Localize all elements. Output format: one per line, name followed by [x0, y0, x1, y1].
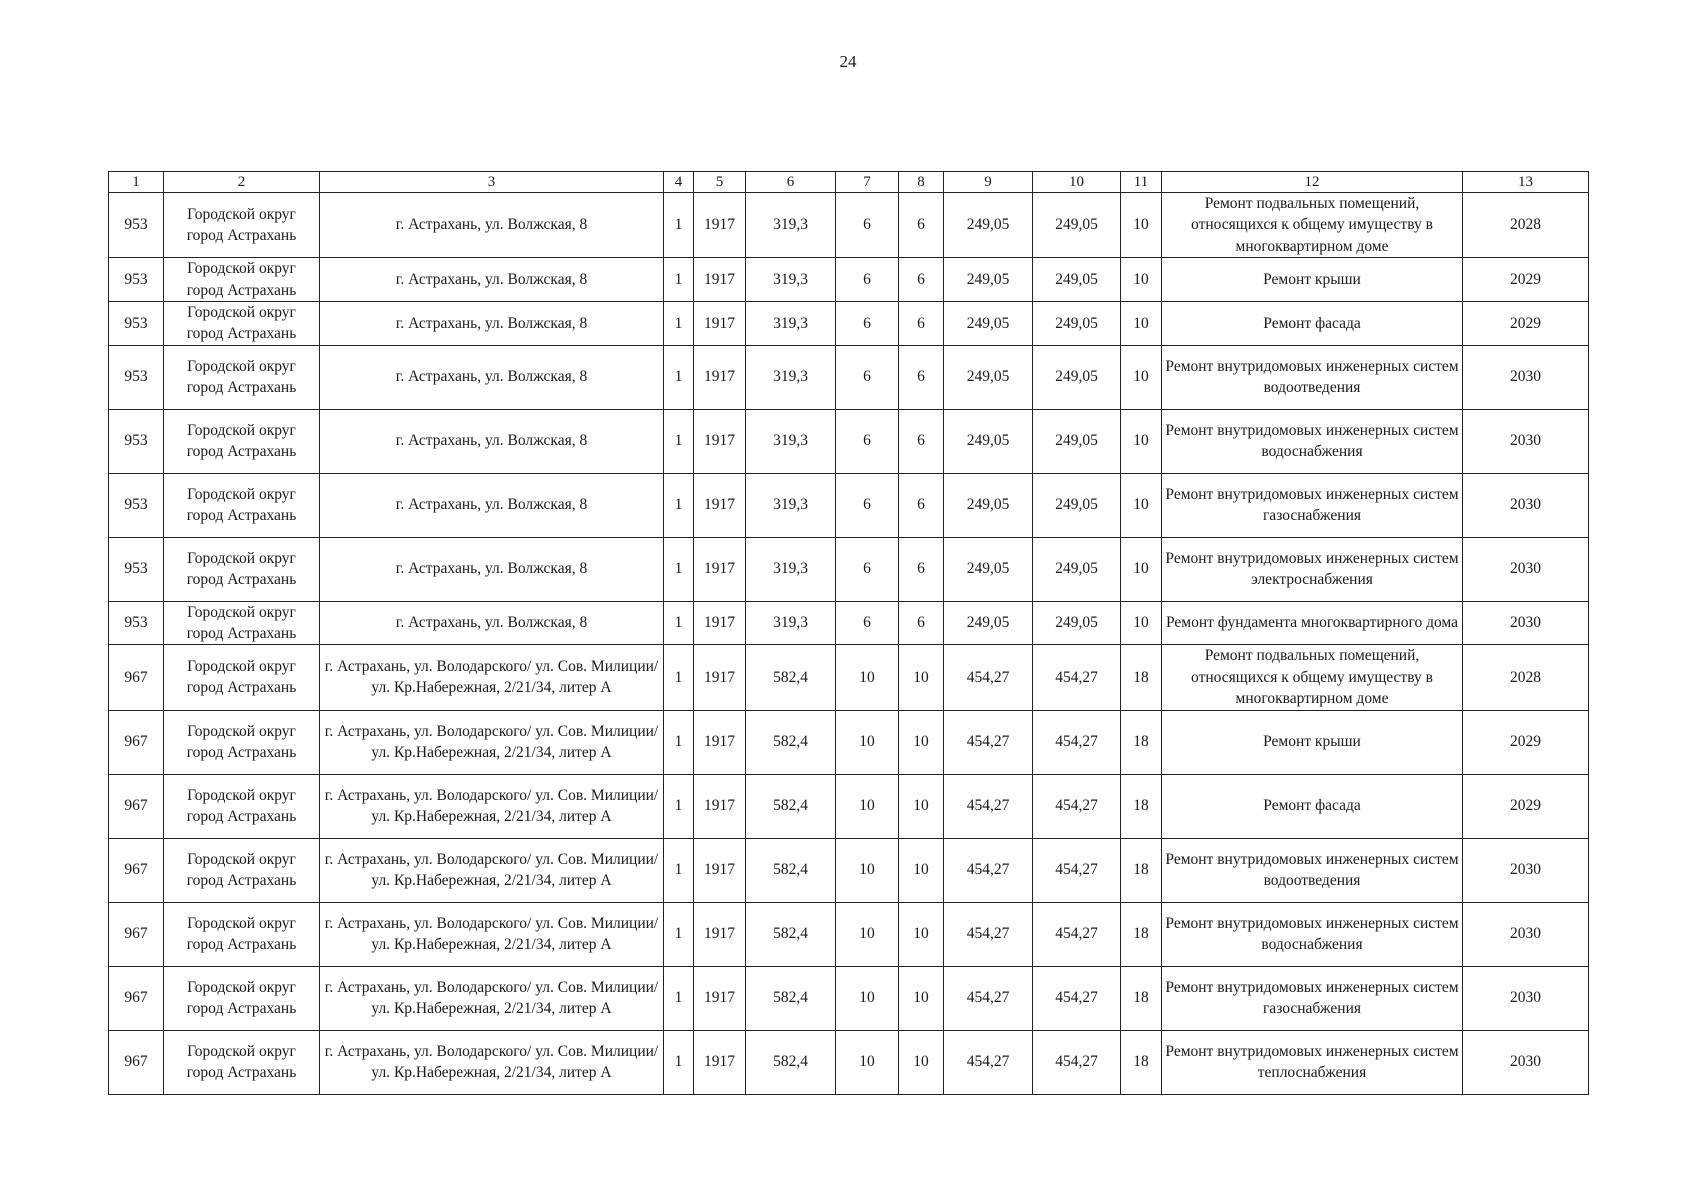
year-built-cell: 1917	[694, 710, 746, 774]
column-4-cell: 1	[664, 710, 694, 774]
row-number-cell: 953	[109, 193, 164, 258]
row-number-cell: 967	[109, 710, 164, 774]
column-10-cell: 249,05	[1033, 601, 1121, 645]
column-11-cell: 10	[1121, 193, 1162, 258]
municipality-cell: Городской округ город Астрахань	[164, 902, 320, 966]
column-header: 1	[109, 172, 164, 193]
year-built-cell: 1917	[694, 258, 746, 302]
total-area-cell: 319,3	[746, 601, 836, 645]
column-11-cell: 10	[1121, 345, 1162, 409]
planned-year-cell: 2029	[1463, 301, 1589, 345]
planned-year-cell: 2030	[1463, 345, 1589, 409]
column-9-cell: 454,27	[944, 710, 1033, 774]
total-area-cell: 319,3	[746, 473, 836, 537]
total-area-cell: 582,4	[746, 1030, 836, 1094]
column-4-cell: 1	[664, 345, 694, 409]
municipality-cell: Городской округ город Астрахань	[164, 774, 320, 838]
column-9-cell: 249,05	[944, 258, 1033, 302]
municipality-cell: Городской округ город Астрахань	[164, 838, 320, 902]
address-cell: г. Астрахань, ул. Волжская, 8	[320, 409, 664, 473]
column-8-cell: 6	[899, 193, 944, 258]
row-number-cell: 967	[109, 902, 164, 966]
municipality-cell: Городской округ город Астрахань	[164, 258, 320, 302]
column-8-cell: 10	[899, 710, 944, 774]
column-8-cell: 10	[899, 1030, 944, 1094]
row-number-cell: 967	[109, 645, 164, 710]
address-cell: г. Астрахань, ул. Володарского/ ул. Сов. Милиции/ ул. Кр.Набережная, 2/21/34, литер А	[320, 710, 664, 774]
column-11-cell: 10	[1121, 258, 1162, 302]
column-9-cell: 249,05	[944, 193, 1033, 258]
year-built-cell: 1917	[694, 301, 746, 345]
work-type-cell: Ремонт подвальных помещений, относящихся к общему имуществу в многоквартирном доме	[1162, 645, 1463, 710]
planned-year-cell: 2030	[1463, 902, 1589, 966]
table-row	[109, 710, 1589, 774]
column-8-cell: 10	[899, 966, 944, 1030]
address-cell: г. Астрахань, ул. Володарского/ ул. Сов. Милиции/ ул. Кр.Набережная, 2/21/34, литер А	[320, 838, 664, 902]
column-9-cell: 454,27	[944, 838, 1033, 902]
column-10-cell: 249,05	[1033, 301, 1121, 345]
address-cell: г. Астрахань, ул. Волжская, 8	[320, 301, 664, 345]
column-11-cell: 10	[1121, 409, 1162, 473]
planned-year-cell: 2030	[1463, 838, 1589, 902]
column-7-cell: 10	[836, 838, 899, 902]
column-9-cell: 454,27	[944, 645, 1033, 710]
address-cell: г. Астрахань, ул. Волжская, 8	[320, 258, 664, 302]
column-11-cell: 10	[1121, 537, 1162, 601]
total-area-cell: 319,3	[746, 537, 836, 601]
column-4-cell: 1	[664, 774, 694, 838]
year-built-cell: 1917	[694, 473, 746, 537]
municipality-cell: Городской округ город Астрахань	[164, 537, 320, 601]
column-header: 12	[1162, 172, 1463, 193]
table-row	[109, 966, 1589, 1030]
column-4-cell: 1	[664, 409, 694, 473]
column-9-cell: 454,27	[944, 902, 1033, 966]
column-10-cell: 249,05	[1033, 409, 1121, 473]
column-7-cell: 10	[836, 902, 899, 966]
row-number-cell: 953	[109, 601, 164, 645]
address-cell: г. Астрахань, ул. Володарского/ ул. Сов. Милиции/ ул. Кр.Набережная, 2/21/34, литер А	[320, 645, 664, 710]
column-7-cell: 10	[836, 1030, 899, 1094]
column-number-row	[109, 172, 1589, 193]
column-8-cell: 6	[899, 301, 944, 345]
column-header: 9	[944, 172, 1033, 193]
column-4-cell: 1	[664, 1030, 694, 1094]
column-10-cell: 454,27	[1033, 774, 1121, 838]
municipality-cell: Городской округ город Астрахань	[164, 409, 320, 473]
work-type-cell: Ремонт внутридомовых инженерных систем теплоснабжения	[1162, 1030, 1463, 1094]
table-row	[109, 1030, 1589, 1094]
column-11-cell: 18	[1121, 1030, 1162, 1094]
municipality-cell: Городской округ город Астрахань	[164, 193, 320, 258]
column-10-cell: 454,27	[1033, 710, 1121, 774]
planned-year-cell: 2030	[1463, 473, 1589, 537]
planned-year-cell: 2030	[1463, 966, 1589, 1030]
year-built-cell: 1917	[694, 1030, 746, 1094]
column-4-cell: 1	[664, 601, 694, 645]
column-header: 6	[746, 172, 836, 193]
year-built-cell: 1917	[694, 774, 746, 838]
table-row	[109, 301, 1589, 345]
column-header: 13	[1463, 172, 1589, 193]
address-cell: г. Астрахань, ул. Володарского/ ул. Сов. Милиции/ ул. Кр.Набережная, 2/21/34, литер А	[320, 774, 664, 838]
column-header: 4	[664, 172, 694, 193]
column-7-cell: 6	[836, 601, 899, 645]
column-9-cell: 454,27	[944, 966, 1033, 1030]
municipality-cell: Городской округ город Астрахань	[164, 966, 320, 1030]
capital-repair-table	[108, 171, 1589, 1095]
column-11-cell: 18	[1121, 645, 1162, 710]
municipality-cell: Городской округ город Астрахань	[164, 1030, 320, 1094]
municipality-cell: Городской округ город Астрахань	[164, 601, 320, 645]
table-row	[109, 409, 1589, 473]
address-cell: г. Астрахань, ул. Володарского/ ул. Сов. Милиции/ ул. Кр.Набережная, 2/21/34, литер А	[320, 902, 664, 966]
total-area-cell: 319,3	[746, 193, 836, 258]
row-number-cell: 967	[109, 838, 164, 902]
year-built-cell: 1917	[694, 601, 746, 645]
year-built-cell: 1917	[694, 537, 746, 601]
column-header: 5	[694, 172, 746, 193]
column-7-cell: 6	[836, 258, 899, 302]
address-cell: г. Астрахань, ул. Волжская, 8	[320, 537, 664, 601]
column-8-cell: 10	[899, 774, 944, 838]
column-9-cell: 249,05	[944, 473, 1033, 537]
year-built-cell: 1917	[694, 838, 746, 902]
column-7-cell: 10	[836, 645, 899, 710]
row-number-cell: 967	[109, 966, 164, 1030]
work-type-cell: Ремонт подвальных помещений, относящихся к общему имуществу в многоквартирном доме	[1162, 193, 1463, 258]
column-4-cell: 1	[664, 902, 694, 966]
work-type-cell: Ремонт внутридомовых инженерных систем электроснабжения	[1162, 537, 1463, 601]
column-10-cell: 249,05	[1033, 193, 1121, 258]
column-11-cell: 10	[1121, 473, 1162, 537]
table-row	[109, 193, 1589, 258]
column-10-cell: 454,27	[1033, 838, 1121, 902]
work-type-cell: Ремонт крыши	[1162, 258, 1463, 302]
work-type-cell: Ремонт крыши	[1162, 710, 1463, 774]
row-number-cell: 953	[109, 345, 164, 409]
municipality-cell: Городской округ город Астрахань	[164, 645, 320, 710]
row-number-cell: 953	[109, 473, 164, 537]
total-area-cell: 319,3	[746, 258, 836, 302]
planned-year-cell: 2029	[1463, 710, 1589, 774]
total-area-cell: 319,3	[746, 301, 836, 345]
total-area-cell: 582,4	[746, 645, 836, 710]
address-cell: г. Астрахань, ул. Волжская, 8	[320, 345, 664, 409]
planned-year-cell: 2028	[1463, 645, 1589, 710]
column-4-cell: 1	[664, 537, 694, 601]
column-7-cell: 6	[836, 345, 899, 409]
column-header: 7	[836, 172, 899, 193]
column-header: 2	[164, 172, 320, 193]
column-4-cell: 1	[664, 473, 694, 537]
table-row	[109, 537, 1589, 601]
column-4-cell: 1	[664, 258, 694, 302]
table-row	[109, 838, 1589, 902]
column-4-cell: 1	[664, 838, 694, 902]
row-number-cell: 953	[109, 409, 164, 473]
column-10-cell: 249,05	[1033, 537, 1121, 601]
column-4-cell: 1	[664, 966, 694, 1030]
column-11-cell: 18	[1121, 710, 1162, 774]
column-10-cell: 454,27	[1033, 966, 1121, 1030]
column-11-cell: 10	[1121, 301, 1162, 345]
column-7-cell: 10	[836, 774, 899, 838]
column-10-cell: 454,27	[1033, 1030, 1121, 1094]
column-7-cell: 6	[836, 301, 899, 345]
column-11-cell: 18	[1121, 774, 1162, 838]
work-type-cell: Ремонт фасада	[1162, 774, 1463, 838]
column-header: 10	[1033, 172, 1121, 193]
planned-year-cell: 2029	[1463, 774, 1589, 838]
column-9-cell: 249,05	[944, 409, 1033, 473]
column-8-cell: 6	[899, 258, 944, 302]
year-built-cell: 1917	[694, 345, 746, 409]
work-type-cell: Ремонт внутридомовых инженерных систем газоснабжения	[1162, 473, 1463, 537]
column-11-cell: 18	[1121, 838, 1162, 902]
planned-year-cell: 2030	[1463, 409, 1589, 473]
work-type-cell: Ремонт внутридомовых инженерных систем водоотведения	[1162, 838, 1463, 902]
column-9-cell: 454,27	[944, 1030, 1033, 1094]
table-row	[109, 774, 1589, 838]
row-number-cell: 953	[109, 258, 164, 302]
table-row	[109, 345, 1589, 409]
table-row	[109, 902, 1589, 966]
work-type-cell: Ремонт внутридомовых инженерных систем водоснабжения	[1162, 409, 1463, 473]
table-row	[109, 473, 1589, 537]
column-8-cell: 10	[899, 645, 944, 710]
municipality-cell: Городской округ город Астрахань	[164, 710, 320, 774]
municipality-cell: Городской округ город Астрахань	[164, 301, 320, 345]
row-number-cell: 953	[109, 301, 164, 345]
work-type-cell: Ремонт фундамента многоквартирного дома	[1162, 601, 1463, 645]
column-header: 8	[899, 172, 944, 193]
column-10-cell: 249,05	[1033, 473, 1121, 537]
column-11-cell: 18	[1121, 966, 1162, 1030]
row-number-cell: 953	[109, 537, 164, 601]
row-number-cell: 967	[109, 774, 164, 838]
planned-year-cell: 2029	[1463, 258, 1589, 302]
column-9-cell: 249,05	[944, 537, 1033, 601]
column-8-cell: 6	[899, 601, 944, 645]
column-9-cell: 249,05	[944, 301, 1033, 345]
work-type-cell: Ремонт внутридомовых инженерных систем газоснабжения	[1162, 966, 1463, 1030]
column-8-cell: 10	[899, 902, 944, 966]
column-7-cell: 10	[836, 710, 899, 774]
address-cell: г. Астрахань, ул. Волжская, 8	[320, 473, 664, 537]
table-row	[109, 258, 1589, 302]
column-8-cell: 6	[899, 409, 944, 473]
column-4-cell: 1	[664, 645, 694, 710]
year-built-cell: 1917	[694, 902, 746, 966]
planned-year-cell: 2030	[1463, 1030, 1589, 1094]
total-area-cell: 582,4	[746, 966, 836, 1030]
total-area-cell: 582,4	[746, 838, 836, 902]
year-built-cell: 1917	[694, 193, 746, 258]
column-7-cell: 6	[836, 409, 899, 473]
total-area-cell: 582,4	[746, 710, 836, 774]
column-10-cell: 249,05	[1033, 258, 1121, 302]
planned-year-cell: 2028	[1463, 193, 1589, 258]
address-cell: г. Астрахань, ул. Володарского/ ул. Сов. Милиции/ ул. Кр.Набережная, 2/21/34, литер А	[320, 966, 664, 1030]
total-area-cell: 319,3	[746, 409, 836, 473]
year-built-cell: 1917	[694, 409, 746, 473]
column-10-cell: 454,27	[1033, 645, 1121, 710]
page-number: 24	[839, 52, 857, 71]
column-11-cell: 18	[1121, 902, 1162, 966]
column-8-cell: 6	[899, 537, 944, 601]
column-8-cell: 6	[899, 473, 944, 537]
year-built-cell: 1917	[694, 966, 746, 1030]
table-row	[109, 601, 1589, 645]
column-8-cell: 10	[899, 838, 944, 902]
work-type-cell: Ремонт внутридомовых инженерных систем водоснабжения	[1162, 902, 1463, 966]
column-7-cell: 6	[836, 537, 899, 601]
work-type-cell: Ремонт внутридомовых инженерных систем водоотведения	[1162, 345, 1463, 409]
column-4-cell: 1	[664, 301, 694, 345]
column-7-cell: 6	[836, 473, 899, 537]
column-11-cell: 10	[1121, 601, 1162, 645]
column-4-cell: 1	[664, 193, 694, 258]
column-7-cell: 10	[836, 966, 899, 1030]
table-row	[109, 645, 1589, 710]
column-7-cell: 6	[836, 193, 899, 258]
total-area-cell: 319,3	[746, 345, 836, 409]
column-10-cell: 454,27	[1033, 902, 1121, 966]
total-area-cell: 582,4	[746, 774, 836, 838]
municipality-cell: Городской округ город Астрахань	[164, 345, 320, 409]
column-9-cell: 249,05	[944, 345, 1033, 409]
work-type-cell: Ремонт фасада	[1162, 301, 1463, 345]
address-cell: г. Астрахань, ул. Володарского/ ул. Сов. Милиции/ ул. Кр.Набережная, 2/21/34, литер А	[320, 1030, 664, 1094]
column-10-cell: 249,05	[1033, 345, 1121, 409]
table-body	[109, 193, 1589, 1095]
column-header: 3	[320, 172, 664, 193]
planned-year-cell: 2030	[1463, 537, 1589, 601]
address-cell: г. Астрахань, ул. Волжская, 8	[320, 601, 664, 645]
year-built-cell: 1917	[694, 645, 746, 710]
municipality-cell: Городской округ город Астрахань	[164, 473, 320, 537]
column-header: 11	[1121, 172, 1162, 193]
address-cell: г. Астрахань, ул. Волжская, 8	[320, 193, 664, 258]
column-9-cell: 249,05	[944, 601, 1033, 645]
planned-year-cell: 2030	[1463, 601, 1589, 645]
column-9-cell: 454,27	[944, 774, 1033, 838]
total-area-cell: 582,4	[746, 902, 836, 966]
column-8-cell: 6	[899, 345, 944, 409]
row-number-cell: 967	[109, 1030, 164, 1094]
